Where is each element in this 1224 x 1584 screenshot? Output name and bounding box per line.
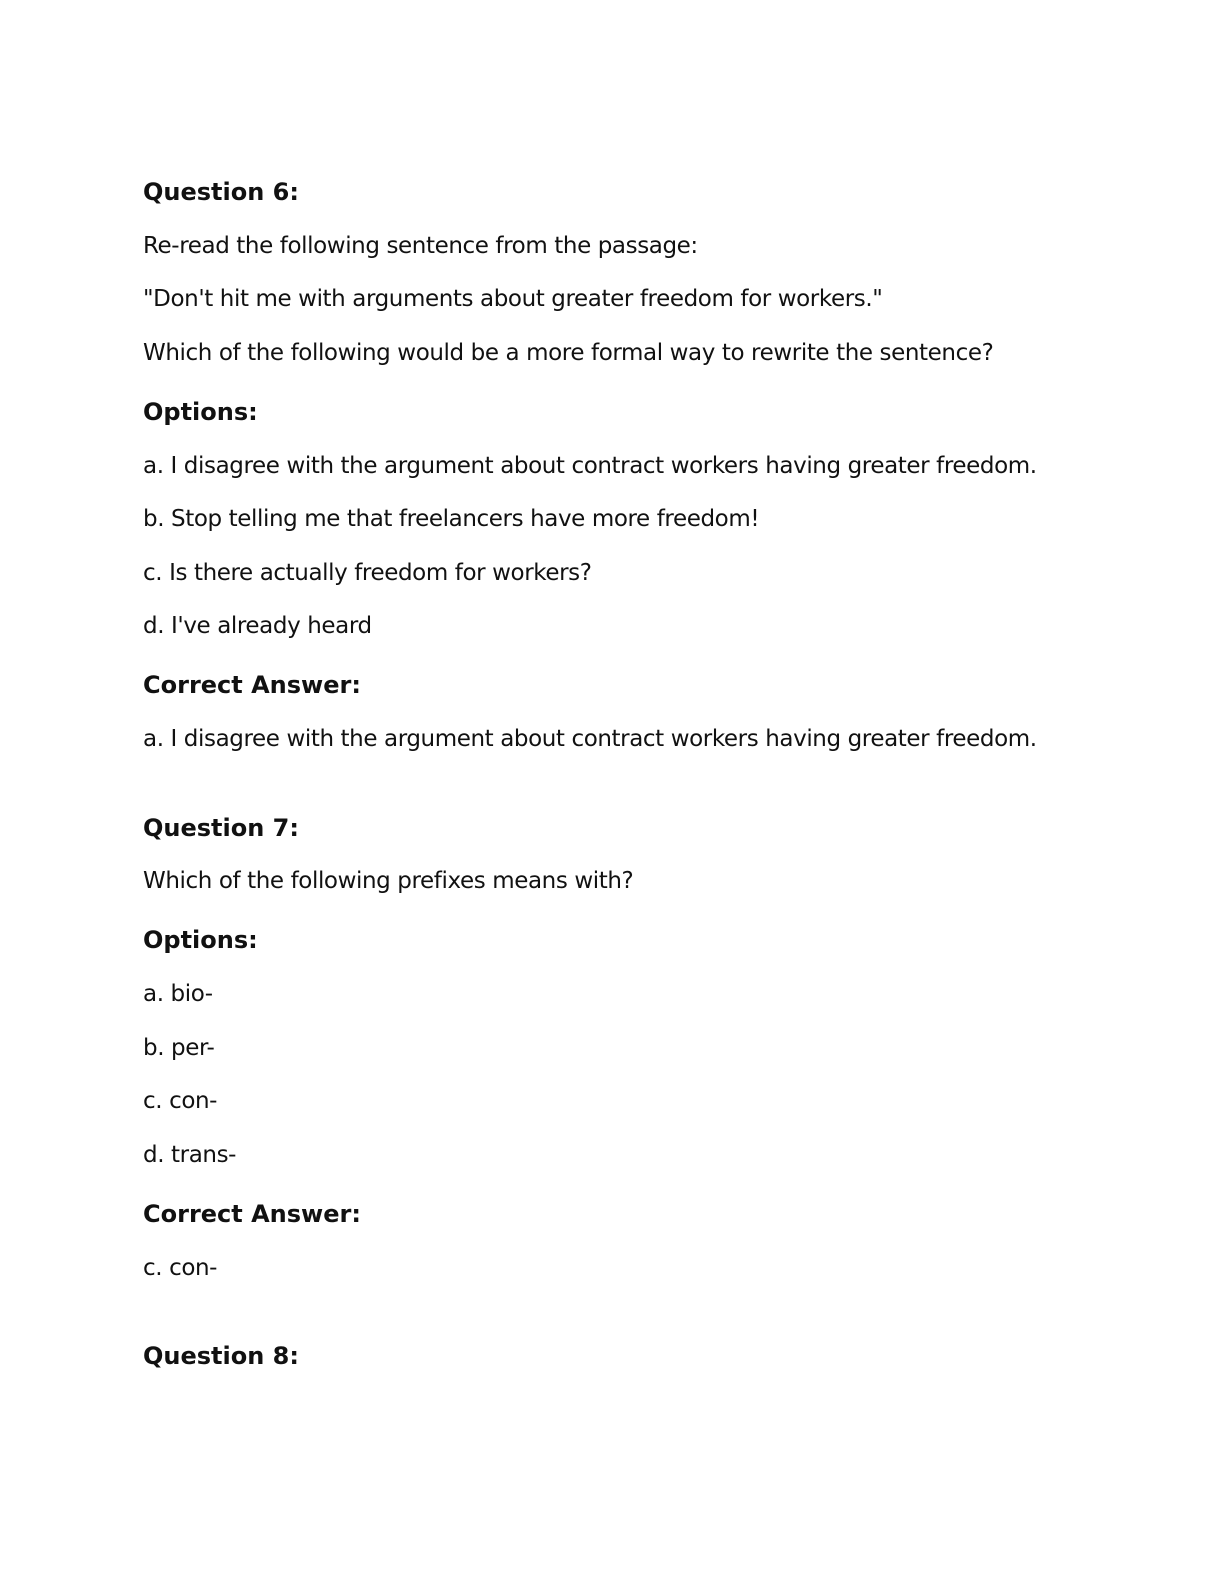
option-item: d. trans- [143, 1142, 237, 1168]
correct-answer-text: c. con- [143, 1255, 218, 1281]
option-item: b. per- [143, 1035, 215, 1061]
correct-answer-heading: Correct Answer: [143, 1200, 361, 1228]
question-prompt-line: Which of the following prefixes means with? [143, 868, 634, 894]
option-item: b. Stop telling me that freelancers have more freedom! [143, 506, 760, 532]
option-item: d. I've already heard [143, 613, 372, 639]
option-item: a. bio- [143, 981, 213, 1007]
question-heading: Question 8: [143, 1342, 299, 1370]
correct-answer-text: a. I disagree with the argument about contract workers having greater freedom. [143, 726, 1037, 752]
option-item: a. I disagree with the argument about contract workers having greater freedom. [143, 453, 1037, 479]
option-item: c. Is there actually freedom for workers? [143, 560, 592, 586]
option-item: c. con- [143, 1088, 218, 1114]
options-heading: Options: [143, 398, 258, 426]
question-prompt-line: Which of the following would be a more formal way to rewrite the sentence? [143, 340, 994, 366]
question-prompt-line: "Don't hit me with arguments about greater freedom for workers." [143, 286, 883, 312]
question-prompt-line: Re-read the following sentence from the passage: [143, 233, 698, 259]
options-heading: Options: [143, 926, 258, 954]
question-heading: Question 6: [143, 178, 299, 206]
question-heading: Question 7: [143, 814, 299, 842]
correct-answer-heading: Correct Answer: [143, 671, 361, 699]
